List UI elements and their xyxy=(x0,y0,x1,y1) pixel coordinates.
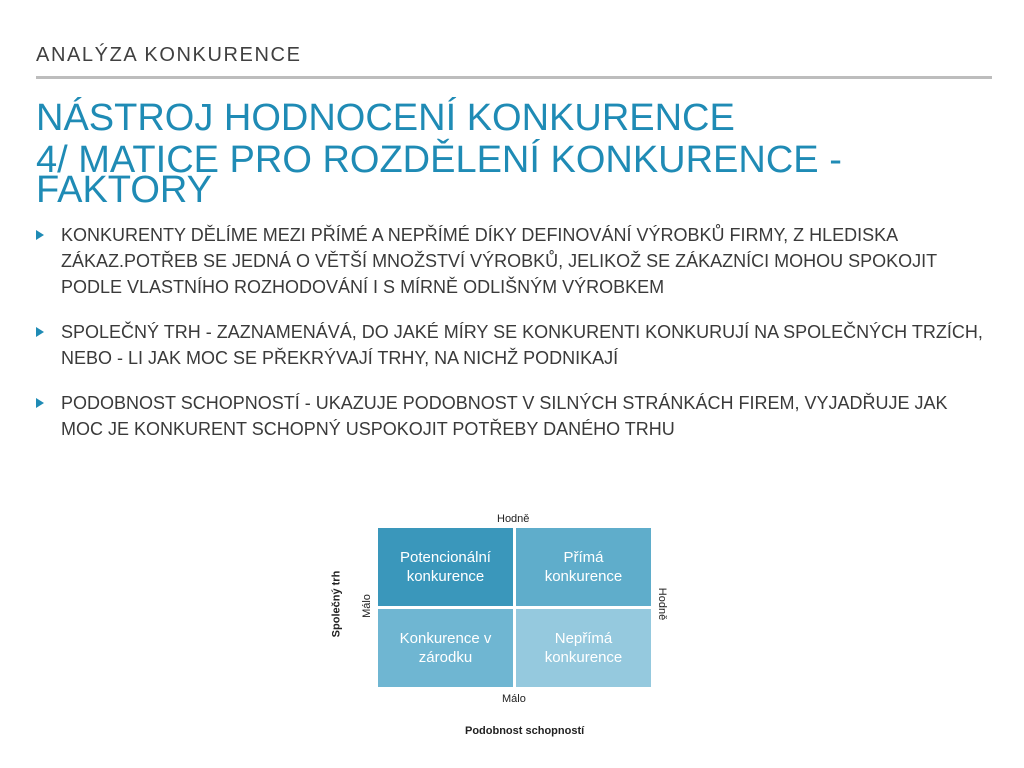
cell-label-line-1: Konkurence v xyxy=(399,630,492,647)
slide-title xyxy=(36,97,996,211)
matrix-bottom-label: Málo xyxy=(502,693,526,705)
bullet-item xyxy=(36,390,986,442)
cell-label-line-1: Přímá xyxy=(563,549,604,566)
cell-label-line-2: konkurence xyxy=(544,649,623,666)
cell-label-line-1: Nepřímá xyxy=(554,630,613,647)
bullet-item xyxy=(36,319,986,371)
cell-label-line-2: konkurence xyxy=(544,568,623,585)
slide-title-line-3: FAKTORY xyxy=(36,169,212,211)
header-divider xyxy=(36,76,992,79)
bullet-item xyxy=(36,222,986,300)
slide-title-line-1: NÁSTROJ HODNOCENÍ KONKURENCE xyxy=(36,97,735,139)
bullet-text: KONKURENTY DĚLÍME MEZI PŘÍMÉ A NEPŘÍMÉ DÍKY DEFINOVÁNÍ VÝROBKŮ FIRMY, Z HLEDISKA ZÁKAZ.POTŘEB SE JEDNÁ O VĚTŠÍ MNOŽSTVÍ VÝROBKŮ, JELIKOŽ SE ZÁKAZNÍCI MOHOU SPOKOJIT PODLE VLASTNÍHO ROZHODOVÁNÍ I S MÍRNĚ ODLIŠNÝM VÝROBKEM xyxy=(61,225,937,297)
cell-label-line-2: konkurence xyxy=(406,568,485,585)
matrix-cell-indirect-competition xyxy=(516,609,651,687)
bullet-list xyxy=(36,222,986,461)
matrix-cell-emerging-competition xyxy=(378,609,513,687)
bullet-text: SPOLEČNÝ TRH - ZAZNAMENÁVÁ, DO JAKÉ MÍRY SE KONKURENTI KONKURUJÍ NA SPOLEČNÝCH TRZÍCH, NEBO - LI JAK MOC SE PŘEKRÝVAJÍ TRHY, NA NICHŽ PODNIKAJÍ xyxy=(61,322,983,368)
slide-title-line-2: 4/ MATICE PRO ROZDĚLENÍ KONKURENCE - xyxy=(36,139,842,181)
matrix-top-label: Hodně xyxy=(497,513,530,525)
bullet-text: PODOBNOST SCHOPNOSTÍ - UKAZUJE PODOBNOST V SILNÝCH STRÁNKÁCH FIREM, VYJADŘUJE JAK MOC JE KONKURENT SCHOPNÝ USPOKOJIT POTŘEBY DANÉHO TRHU xyxy=(61,393,948,439)
matrix-cell-potential-competition xyxy=(378,528,513,606)
cell-label-line-2: zárodku xyxy=(418,649,473,666)
bullet-arrow-icon xyxy=(36,398,44,408)
x-axis-title: Podobnost schopností xyxy=(465,725,585,737)
cell-label-line-1: Potencionální xyxy=(400,549,491,566)
bullet-arrow-icon xyxy=(36,230,44,240)
matrix-right-label: Hodně xyxy=(656,587,669,621)
header-title: ANALÝZA KONKURENCE xyxy=(36,44,302,66)
matrix-cell-direct-competition xyxy=(516,528,651,606)
bullet-arrow-icon xyxy=(36,327,44,337)
matrix-left-inner-label: Málo xyxy=(360,594,373,618)
y-axis-title: Společný trh xyxy=(330,570,343,638)
